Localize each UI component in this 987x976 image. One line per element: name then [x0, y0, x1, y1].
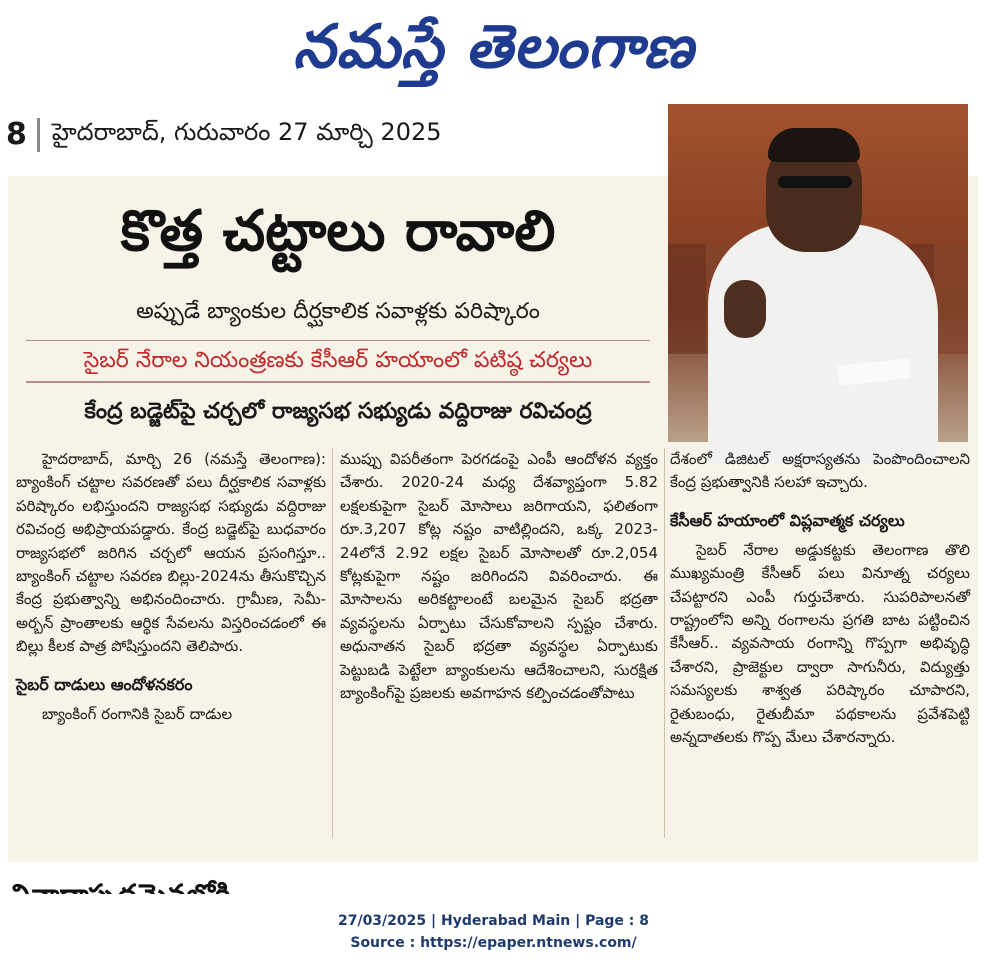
- column-3-subhead: కేసీఆర్ హయాంలో విప్లవాత్మక చర్యలు: [670, 510, 905, 530]
- column-1-paragraph-2: బ్యాంకింగ్ రంగానికి సైబర్ దాడుల: [42, 704, 233, 723]
- article: [8, 176, 978, 862]
- column-divider: [332, 448, 333, 838]
- article-column-2: [340, 448, 658, 705]
- date-text: హైదరాబాద్, గురువారం 27 మార్చి 2025: [51, 118, 442, 146]
- column-1-paragraph-1: హైదరాబాద్, మార్చి 26 (నమస్తే తెలంగాణ): బ్యాంకింగ్ చట్టాల సవరణతో పలు దీర్ఘకాలిక సవాళ్లకు పరిష్కారం లభిస్తుందని రాజ్యసభ సభ్యుడు వద్దిరాజు రవిచంద్ర అభిప్రాయపడ్డారు. కేంద్ర బడ్జెట్‌పై బుధవారం రాజ్యసభలో జరిగిన చర్చలో ఆయన ప్రసంగిస్తూ.. బ్యాంకింగ్ చట్టాల సవరణ బిల్లు-2024ను తీసుకొచ్చిన కేంద్ర ప్రభుత్వాన్ని అభినందించారు. గ్రామీణ, సెమీ-అర్బన్ ప్రాంతాలకు ఆర్థిక సేవలను విస్తరించడంలో ఈ బిల్లు కీలక పాత్ర పోషిస్తుందని తెలిపారు.: [16, 450, 326, 656]
- page-footer: [0, 910, 987, 954]
- footer-source-line: Source : https://epaper.ntnews.com/: [350, 935, 637, 951]
- column-divider: [664, 448, 665, 838]
- column-3-paragraph-1: దేశంలో డిజిటల్ అక్షరాస్యతను పెంపొందించాలని కేంద్ర ప్రభుత్వానికి సలహా ఇచ్చారు.: [670, 450, 970, 492]
- page-number: 8: [6, 118, 40, 152]
- speaker-hand-graphic: [724, 280, 766, 338]
- kicker-subtitle: అప్పుడే బ్యాంకుల దీర్ఘకాలిక సవాళ్లకు పరిష్కారం: [136, 299, 540, 324]
- kicker-red-subtitle: సైబర్ నేరాల నియంత్రణకు కేసీఆర్ హయాంలో పటిష్ఠ చర్యలు: [26, 340, 650, 383]
- speaker-body-graphic: [708, 224, 938, 464]
- article-column-1: [16, 448, 326, 726]
- masthead: [0, 0, 987, 96]
- column-3-paragraph-2: సైబర్ నేరాల అడ్డుకట్టకు తెలంగాణ తొలి ముఖ్యమంత్రి కేసీఆర్ పలు వినూత్న చర్యలు చేపట్టారని ఎంపీ గుర్తుచేశారు. సుపరిపాలనతో రాష్ట్రంలోని అన్ని రంగాలను ప్రగతి బాట పట్టించిన కేసీఆర్.. వ్యవసాయ రంగాన్ని గొప్పగా అభివృద్ధి చేశారని, ప్రాజెక్టుల ద్వారా సాగునీరు, విద్యుత్తు సమస్యలకు శాశ్వత పరిష్కారం చూపారని, రైతుబంధు, రైతుబీమా పథకాలను ప్రవేశపెట్టి అన్నదాతలకు గొప్ప మేలు చేశారన్నారు.: [670, 540, 970, 747]
- newspaper-logo: నమస్తే తెలంగాణ: [292, 12, 695, 82]
- next-article-headline-fragment: [10, 872, 310, 894]
- speaker-hair-graphic: [768, 128, 860, 162]
- column-1-subhead: సైబర్ దాడులు ఆందోళనకరం: [16, 674, 193, 694]
- kicker-byline-subtitle: కేంద్ర బడ్జెట్‌పై చర్చలో రాజ్యసభ సభ్యుడు వద్దిరాజు రవిచంద్ర: [84, 399, 592, 424]
- dateline: [6, 110, 442, 160]
- mp-speaking-photo: [668, 104, 968, 442]
- article-headline: కొత్త చట్టాలు రావాలి: [120, 198, 556, 264]
- article-column-3: [670, 448, 970, 749]
- speaker-glasses-graphic: [778, 176, 852, 188]
- column-2-paragraph-1: ముప్పు విపరీతంగా పెరగడంపై ఎంపీ ఆందోళన వ్యక్తం చేశారు. 2020-24 మధ్య దేశవ్యాప్తంగా 5.82 లక్షలకుపైగా సైబర్ మోసాలు జరిగాయని, ఫలితంగా రూ.3,207 కోట్ల నష్టం వాటిల్లిందని, ఒక్క 2023-24లోనే 2.92 లక్షల సైబర్ మోసాలతో రూ.2,054 కోట్లకుపైగా నష్టం జరిగిందని వివరించారు. ఈ మోసాలను అరికట్టాలంటే బలమైన సైబర్ భద్రతా వ్యవస్థలను ఏర్పాటు చేసుకోవాలని స్పష్టం చేశారు. అధునాతన సైబర్ భద్రతా వ్యవస్థల ఏర్పాటుకు పెట్టుబడి పెట్టేలా బ్యాంకులను ఆదేశించాలని, సురక్షిత బ్యాంకింగ్‌పై ప్రజలకు అవగాహన కల్పించడంతోపాటు: [340, 450, 658, 703]
- footer-edition-line: 27/03/2025 | Hyderabad Main | Page : 8: [337, 913, 650, 929]
